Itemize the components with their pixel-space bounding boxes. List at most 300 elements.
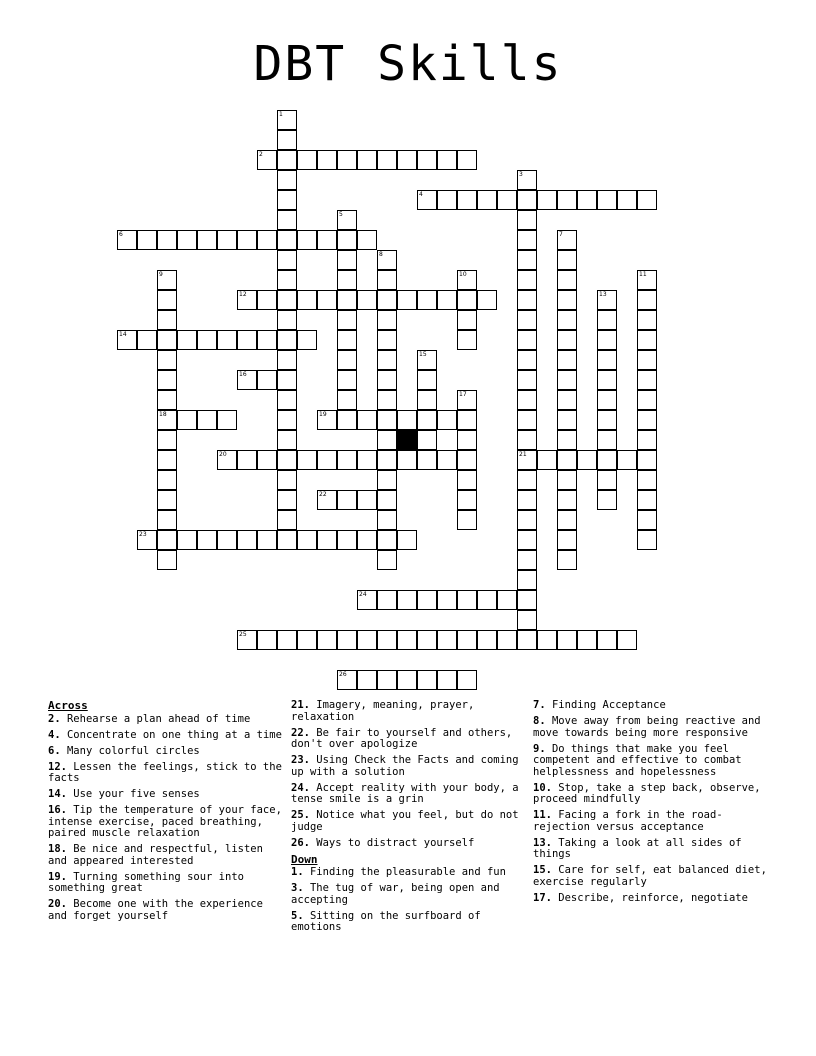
grid-cell[interactable] bbox=[137, 330, 157, 350]
grid-cell[interactable] bbox=[337, 210, 357, 230]
grid-cell[interactable] bbox=[457, 150, 477, 170]
grid-cell[interactable] bbox=[437, 290, 457, 310]
grid-cell[interactable] bbox=[517, 370, 537, 390]
clue-number-label: 8 bbox=[379, 251, 383, 258]
clue-number: 18. bbox=[48, 843, 67, 855]
clue-number-label: 23 bbox=[139, 531, 147, 538]
grid-cell[interactable] bbox=[557, 250, 577, 270]
grid-cell[interactable] bbox=[637, 450, 657, 470]
grid-cell[interactable] bbox=[277, 470, 297, 490]
grid-cell[interactable] bbox=[477, 630, 497, 650]
clue-number-label: 7 bbox=[559, 231, 563, 238]
grid-cell[interactable] bbox=[337, 450, 357, 470]
grid-cell[interactable] bbox=[357, 290, 377, 310]
grid-cell[interactable] bbox=[377, 550, 397, 570]
grid-cell[interactable] bbox=[457, 630, 477, 650]
grid-cell[interactable] bbox=[377, 290, 397, 310]
grid-cell[interactable] bbox=[437, 630, 457, 650]
grid-cell[interactable] bbox=[517, 470, 537, 490]
grid-cell[interactable] bbox=[157, 390, 177, 410]
grid-cell[interactable] bbox=[597, 350, 617, 370]
grid-cell[interactable] bbox=[497, 190, 517, 210]
grid-cell[interactable] bbox=[457, 430, 477, 450]
clue-text: Rehearse a plan ahead of time bbox=[60, 712, 251, 725]
grid-cell[interactable] bbox=[637, 350, 657, 370]
grid-cell[interactable] bbox=[617, 450, 637, 470]
grid-cell[interactable] bbox=[637, 470, 657, 490]
grid-cell[interactable] bbox=[557, 350, 577, 370]
grid-cell[interactable] bbox=[197, 410, 217, 430]
grid-cell[interactable] bbox=[457, 590, 477, 610]
grid-cell[interactable] bbox=[457, 410, 477, 430]
grid-cell[interactable] bbox=[277, 530, 297, 550]
grid-cell[interactable] bbox=[377, 450, 397, 470]
grid-cell[interactable] bbox=[377, 670, 397, 690]
grid-cell[interactable] bbox=[597, 190, 617, 210]
grid-cell[interactable] bbox=[217, 530, 237, 550]
grid-cell[interactable] bbox=[277, 210, 297, 230]
grid-cell[interactable] bbox=[417, 430, 437, 450]
grid-cell[interactable] bbox=[297, 290, 317, 310]
grid-cell[interactable] bbox=[157, 410, 177, 430]
grid-cell[interactable] bbox=[357, 230, 377, 250]
grid-cell[interactable] bbox=[597, 630, 617, 650]
grid-cell[interactable] bbox=[237, 290, 257, 310]
grid-cell[interactable] bbox=[597, 310, 617, 330]
grid-cell[interactable] bbox=[217, 330, 237, 350]
grid-cell[interactable] bbox=[477, 290, 497, 310]
clue-number-label: 4 bbox=[419, 191, 423, 198]
grid-cell[interactable] bbox=[277, 270, 297, 290]
grid-cell[interactable] bbox=[297, 530, 317, 550]
grid-cell[interactable] bbox=[537, 450, 557, 470]
grid-cell[interactable] bbox=[517, 610, 537, 630]
grid-cell[interactable] bbox=[117, 330, 137, 350]
black-cell bbox=[397, 430, 417, 450]
grid-cell[interactable] bbox=[177, 530, 197, 550]
clue-down-1 bbox=[291, 867, 527, 879]
grid-cell[interactable] bbox=[397, 410, 417, 430]
grid-cell[interactable] bbox=[517, 510, 537, 530]
clue-across-21 bbox=[291, 700, 527, 723]
grid-cell[interactable] bbox=[617, 630, 637, 650]
grid-cell[interactable] bbox=[457, 670, 477, 690]
grid-cell[interactable] bbox=[517, 290, 537, 310]
grid-cell[interactable] bbox=[157, 470, 177, 490]
grid-cell[interactable] bbox=[277, 170, 297, 190]
grid-cell[interactable] bbox=[637, 370, 657, 390]
grid-cell[interactable] bbox=[297, 450, 317, 470]
grid-cell[interactable] bbox=[317, 490, 337, 510]
grid-cell[interactable] bbox=[317, 630, 337, 650]
grid-cell[interactable] bbox=[617, 190, 637, 210]
clue-text: Use your five senses bbox=[66, 788, 200, 800]
clue-across-23 bbox=[291, 755, 527, 778]
grid-cell[interactable] bbox=[637, 510, 657, 530]
grid-cell[interactable] bbox=[417, 370, 437, 390]
grid-cell[interactable] bbox=[497, 630, 517, 650]
grid-cell[interactable] bbox=[497, 590, 517, 610]
grid-cell[interactable] bbox=[477, 190, 497, 210]
grid-cell[interactable] bbox=[337, 630, 357, 650]
grid-cell[interactable] bbox=[377, 150, 397, 170]
clue-number-label: 19 bbox=[319, 411, 327, 418]
grid-cell[interactable] bbox=[557, 310, 577, 330]
grid-cell[interactable] bbox=[357, 490, 377, 510]
grid-cell[interactable] bbox=[157, 230, 177, 250]
grid-cell[interactable] bbox=[237, 230, 257, 250]
grid-cell[interactable] bbox=[277, 230, 297, 250]
clue-down-3 bbox=[291, 883, 527, 906]
grid-cell[interactable] bbox=[417, 410, 437, 430]
grid-cell[interactable] bbox=[277, 310, 297, 330]
grid-cell[interactable] bbox=[337, 530, 357, 550]
grid-cell[interactable] bbox=[157, 510, 177, 530]
grid-cell[interactable] bbox=[417, 590, 437, 610]
grid-cell[interactable] bbox=[397, 530, 417, 550]
grid-cell[interactable] bbox=[157, 310, 177, 330]
grid-cell[interactable] bbox=[377, 410, 397, 430]
grid-cell[interactable] bbox=[277, 190, 297, 210]
grid-cell[interactable] bbox=[457, 190, 477, 210]
grid-cell[interactable] bbox=[417, 630, 437, 650]
clue-text: Concentrate on one thing at a time bbox=[60, 728, 282, 741]
grid-cell[interactable] bbox=[437, 590, 457, 610]
grid-cell[interactable] bbox=[257, 450, 277, 470]
grid-cell[interactable] bbox=[557, 190, 577, 210]
grid-cell[interactable] bbox=[597, 450, 617, 470]
grid-cell[interactable] bbox=[637, 410, 657, 430]
grid-cell[interactable] bbox=[517, 170, 537, 190]
clue-across-12 bbox=[48, 762, 284, 785]
grid-cell[interactable] bbox=[297, 630, 317, 650]
grid-cell[interactable] bbox=[597, 290, 617, 310]
grid-cell[interactable] bbox=[537, 190, 557, 210]
clue-number: 4. bbox=[48, 728, 61, 741]
grid-cell[interactable] bbox=[177, 410, 197, 430]
grid-cell[interactable] bbox=[597, 370, 617, 390]
grid-cell[interactable] bbox=[557, 330, 577, 350]
grid-cell[interactable] bbox=[557, 290, 577, 310]
grid-cell[interactable] bbox=[397, 670, 417, 690]
grid-cell[interactable] bbox=[557, 410, 577, 430]
grid-cell[interactable] bbox=[557, 510, 577, 530]
grid-cell[interactable] bbox=[217, 450, 237, 470]
grid-cell[interactable] bbox=[197, 230, 217, 250]
grid-cell[interactable] bbox=[197, 530, 217, 550]
grid-cell[interactable] bbox=[197, 330, 217, 350]
grid-cell[interactable] bbox=[257, 150, 277, 170]
grid-cell[interactable] bbox=[277, 410, 297, 430]
grid-cell[interactable] bbox=[557, 470, 577, 490]
grid-cell[interactable] bbox=[517, 250, 537, 270]
grid-cell[interactable] bbox=[417, 390, 437, 410]
grid-cell[interactable] bbox=[337, 310, 357, 330]
grid-cell[interactable] bbox=[457, 330, 477, 350]
grid-cell[interactable] bbox=[417, 290, 437, 310]
grid-cell[interactable] bbox=[517, 410, 537, 430]
grid-cell[interactable] bbox=[597, 490, 617, 510]
grid-cell[interactable] bbox=[277, 150, 297, 170]
grid-cell[interactable] bbox=[157, 270, 177, 290]
grid-cell[interactable] bbox=[577, 450, 597, 470]
grid-cell[interactable] bbox=[517, 630, 537, 650]
clue-number-label: 17 bbox=[459, 391, 467, 398]
grid-cell[interactable] bbox=[237, 530, 257, 550]
grid-cell[interactable] bbox=[277, 350, 297, 370]
grid-cell[interactable] bbox=[377, 470, 397, 490]
grid-cell[interactable] bbox=[357, 630, 377, 650]
grid-cell[interactable] bbox=[517, 390, 537, 410]
grid-cell[interactable] bbox=[277, 110, 297, 130]
grid-cell[interactable] bbox=[457, 310, 477, 330]
grid-cell[interactable] bbox=[137, 230, 157, 250]
grid-cell[interactable] bbox=[417, 350, 437, 370]
grid-cell[interactable] bbox=[157, 450, 177, 470]
grid-cell[interactable] bbox=[337, 670, 357, 690]
grid-cell[interactable] bbox=[337, 270, 357, 290]
grid-cell[interactable] bbox=[477, 590, 497, 610]
grid-cell[interactable] bbox=[517, 550, 537, 570]
grid-cell[interactable] bbox=[237, 630, 257, 650]
grid-cell[interactable] bbox=[337, 390, 357, 410]
grid-cell[interactable] bbox=[157, 290, 177, 310]
grid-cell[interactable] bbox=[397, 590, 417, 610]
grid-cell[interactable] bbox=[557, 430, 577, 450]
clue-text: Finding the pleasurable and fun bbox=[303, 866, 506, 878]
grid-cell[interactable] bbox=[517, 190, 537, 210]
grid-cell[interactable] bbox=[517, 230, 537, 250]
grid-cell[interactable] bbox=[377, 270, 397, 290]
grid-cell[interactable] bbox=[437, 410, 457, 430]
grid-cell[interactable] bbox=[257, 230, 277, 250]
clue-number: 11. bbox=[533, 809, 552, 821]
grid-cell[interactable] bbox=[377, 390, 397, 410]
grid-cell[interactable] bbox=[317, 530, 337, 550]
grid-cell[interactable] bbox=[357, 530, 377, 550]
grid-cell[interactable] bbox=[577, 630, 597, 650]
grid-cell[interactable] bbox=[377, 530, 397, 550]
grid-cell[interactable] bbox=[517, 310, 537, 330]
grid-cell[interactable] bbox=[157, 330, 177, 350]
grid-cell[interactable] bbox=[277, 250, 297, 270]
grid-cell[interactable] bbox=[597, 410, 617, 430]
grid-cell[interactable] bbox=[357, 150, 377, 170]
grid-cell[interactable] bbox=[417, 190, 437, 210]
clue-number-label: 9 bbox=[159, 271, 163, 278]
grid-cell[interactable] bbox=[217, 230, 237, 250]
grid-cell[interactable] bbox=[257, 530, 277, 550]
grid-cell[interactable] bbox=[517, 210, 537, 230]
grid-cell[interactable] bbox=[357, 590, 377, 610]
grid-cell[interactable] bbox=[637, 310, 657, 330]
grid-cell[interactable] bbox=[177, 330, 197, 350]
grid-cell[interactable] bbox=[277, 450, 297, 470]
clue-text: Taking a look at all sides of things bbox=[533, 836, 742, 860]
grid-cell[interactable] bbox=[437, 670, 457, 690]
grid-cell[interactable] bbox=[557, 490, 577, 510]
grid-cell[interactable] bbox=[357, 670, 377, 690]
grid-cell[interactable] bbox=[157, 430, 177, 450]
grid-cell[interactable] bbox=[377, 510, 397, 530]
grid-cell[interactable] bbox=[157, 370, 177, 390]
grid-cell[interactable] bbox=[277, 290, 297, 310]
grid-cell[interactable] bbox=[277, 510, 297, 530]
grid-cell[interactable] bbox=[417, 450, 437, 470]
grid-cell[interactable] bbox=[437, 150, 457, 170]
grid-cell[interactable] bbox=[317, 450, 337, 470]
grid-cell[interactable] bbox=[517, 450, 537, 470]
grid-cell[interactable] bbox=[337, 370, 357, 390]
grid-cell[interactable] bbox=[517, 490, 537, 510]
grid-cell[interactable] bbox=[457, 450, 477, 470]
grid-cell[interactable] bbox=[637, 490, 657, 510]
grid-cell[interactable] bbox=[517, 530, 537, 550]
grid-cell[interactable] bbox=[357, 450, 377, 470]
clue-number-label: 16 bbox=[239, 371, 247, 378]
grid-cell[interactable] bbox=[337, 250, 357, 270]
grid-cell[interactable] bbox=[277, 330, 297, 350]
clue-number-label: 13 bbox=[599, 291, 607, 298]
grid-cell[interactable] bbox=[237, 330, 257, 350]
grid-cell[interactable] bbox=[317, 410, 337, 430]
grid-cell[interactable] bbox=[517, 590, 537, 610]
grid-cell[interactable] bbox=[277, 630, 297, 650]
grid-cell[interactable] bbox=[457, 390, 477, 410]
grid-cell[interactable] bbox=[377, 630, 397, 650]
grid-cell[interactable] bbox=[277, 390, 297, 410]
grid-cell[interactable] bbox=[377, 370, 397, 390]
grid-cell[interactable] bbox=[457, 470, 477, 490]
grid-cell[interactable] bbox=[377, 350, 397, 370]
grid-cell[interactable] bbox=[237, 370, 257, 390]
clue-number: 19. bbox=[48, 870, 67, 883]
grid-cell[interactable] bbox=[637, 270, 657, 290]
grid-cell[interactable] bbox=[517, 430, 537, 450]
grid-cell[interactable] bbox=[517, 570, 537, 590]
grid-cell[interactable] bbox=[177, 230, 197, 250]
grid-cell[interactable] bbox=[557, 550, 577, 570]
grid-cell[interactable] bbox=[397, 450, 417, 470]
grid-cell[interactable] bbox=[537, 630, 557, 650]
grid-cell[interactable] bbox=[317, 290, 337, 310]
grid-cell[interactable] bbox=[637, 390, 657, 410]
grid-cell[interactable] bbox=[377, 430, 397, 450]
clue-column-3 bbox=[533, 700, 769, 909]
grid-cell[interactable] bbox=[397, 290, 417, 310]
clue-text: Do things that make you feel competent and effective to combat helplessness and hopelessness bbox=[533, 742, 742, 778]
grid-cell[interactable] bbox=[597, 390, 617, 410]
grid-cell[interactable] bbox=[337, 230, 357, 250]
clue-column-2 bbox=[291, 700, 527, 938]
grid-cell[interactable] bbox=[237, 450, 257, 470]
clue-across-24 bbox=[291, 783, 527, 806]
clue-number: 16. bbox=[48, 804, 67, 816]
grid-cell[interactable] bbox=[557, 230, 577, 250]
grid-cell[interactable] bbox=[517, 330, 537, 350]
grid-cell[interactable] bbox=[337, 150, 357, 170]
grid-cell[interactable] bbox=[257, 290, 277, 310]
grid-cell[interactable] bbox=[577, 190, 597, 210]
grid-cell[interactable] bbox=[377, 490, 397, 510]
clue-number-label: 15 bbox=[419, 351, 427, 358]
grid-cell[interactable] bbox=[297, 230, 317, 250]
grid-cell[interactable] bbox=[557, 530, 577, 550]
grid-cell[interactable] bbox=[297, 330, 317, 350]
grid-cell[interactable] bbox=[377, 330, 397, 350]
grid-cell[interactable] bbox=[437, 450, 457, 470]
grid-cell[interactable] bbox=[517, 270, 537, 290]
grid-cell[interactable] bbox=[457, 510, 477, 530]
grid-cell[interactable] bbox=[277, 130, 297, 150]
grid-cell[interactable] bbox=[517, 350, 537, 370]
grid-cell[interactable] bbox=[337, 410, 357, 430]
grid-cell[interactable] bbox=[157, 490, 177, 510]
grid-cell[interactable] bbox=[157, 530, 177, 550]
grid-cell[interactable] bbox=[637, 430, 657, 450]
grid-cell[interactable] bbox=[557, 270, 577, 290]
grid-cell[interactable] bbox=[257, 630, 277, 650]
grid-cell[interactable] bbox=[377, 590, 397, 610]
clue-text: Many colorful circles bbox=[60, 744, 200, 757]
grid-cell[interactable] bbox=[637, 530, 657, 550]
grid-cell[interactable] bbox=[557, 370, 577, 390]
grid-cell[interactable] bbox=[377, 310, 397, 330]
grid-cell[interactable] bbox=[597, 330, 617, 350]
grid-cell[interactable] bbox=[277, 370, 297, 390]
grid-cell[interactable] bbox=[637, 190, 657, 210]
grid-cell[interactable] bbox=[277, 490, 297, 510]
grid-cell[interactable] bbox=[337, 290, 357, 310]
clue-down-11 bbox=[533, 810, 769, 833]
grid-cell[interactable] bbox=[377, 250, 397, 270]
grid-cell[interactable] bbox=[417, 150, 437, 170]
grid-cell[interactable] bbox=[637, 290, 657, 310]
grid-cell[interactable] bbox=[637, 330, 657, 350]
grid-cell[interactable] bbox=[117, 230, 137, 250]
grid-cell[interactable] bbox=[317, 230, 337, 250]
grid-cell[interactable] bbox=[137, 530, 157, 550]
clue-text: Imagery, meaning, prayer, relaxation bbox=[291, 699, 475, 723]
grid-cell[interactable] bbox=[157, 350, 177, 370]
grid-cell[interactable] bbox=[337, 490, 357, 510]
clue-text: Care for self, eat balanced diet, exercise regularly bbox=[533, 864, 767, 888]
grid-cell[interactable] bbox=[457, 270, 477, 290]
grid-cell[interactable] bbox=[557, 390, 577, 410]
grid-cell[interactable] bbox=[217, 410, 237, 430]
grid-cell[interactable] bbox=[397, 150, 417, 170]
grid-cell[interactable] bbox=[357, 410, 377, 430]
grid-cell[interactable] bbox=[597, 470, 617, 490]
grid-cell[interactable] bbox=[317, 150, 337, 170]
grid-cell[interactable] bbox=[337, 330, 357, 350]
grid-cell[interactable] bbox=[557, 630, 577, 650]
grid-cell[interactable] bbox=[297, 150, 317, 170]
grid-cell[interactable] bbox=[457, 290, 477, 310]
grid-cell[interactable] bbox=[417, 670, 437, 690]
grid-cell[interactable] bbox=[277, 430, 297, 450]
grid-cell[interactable] bbox=[257, 330, 277, 350]
grid-cell[interactable] bbox=[257, 370, 277, 390]
grid-cell[interactable] bbox=[437, 190, 457, 210]
grid-cell[interactable] bbox=[397, 630, 417, 650]
grid-cell[interactable] bbox=[557, 450, 577, 470]
grid-cell[interactable] bbox=[157, 550, 177, 570]
grid-cell[interactable] bbox=[457, 490, 477, 510]
grid-cell[interactable] bbox=[337, 350, 357, 370]
clue-text: Finding Acceptance bbox=[545, 699, 666, 711]
grid-cell[interactable] bbox=[597, 430, 617, 450]
